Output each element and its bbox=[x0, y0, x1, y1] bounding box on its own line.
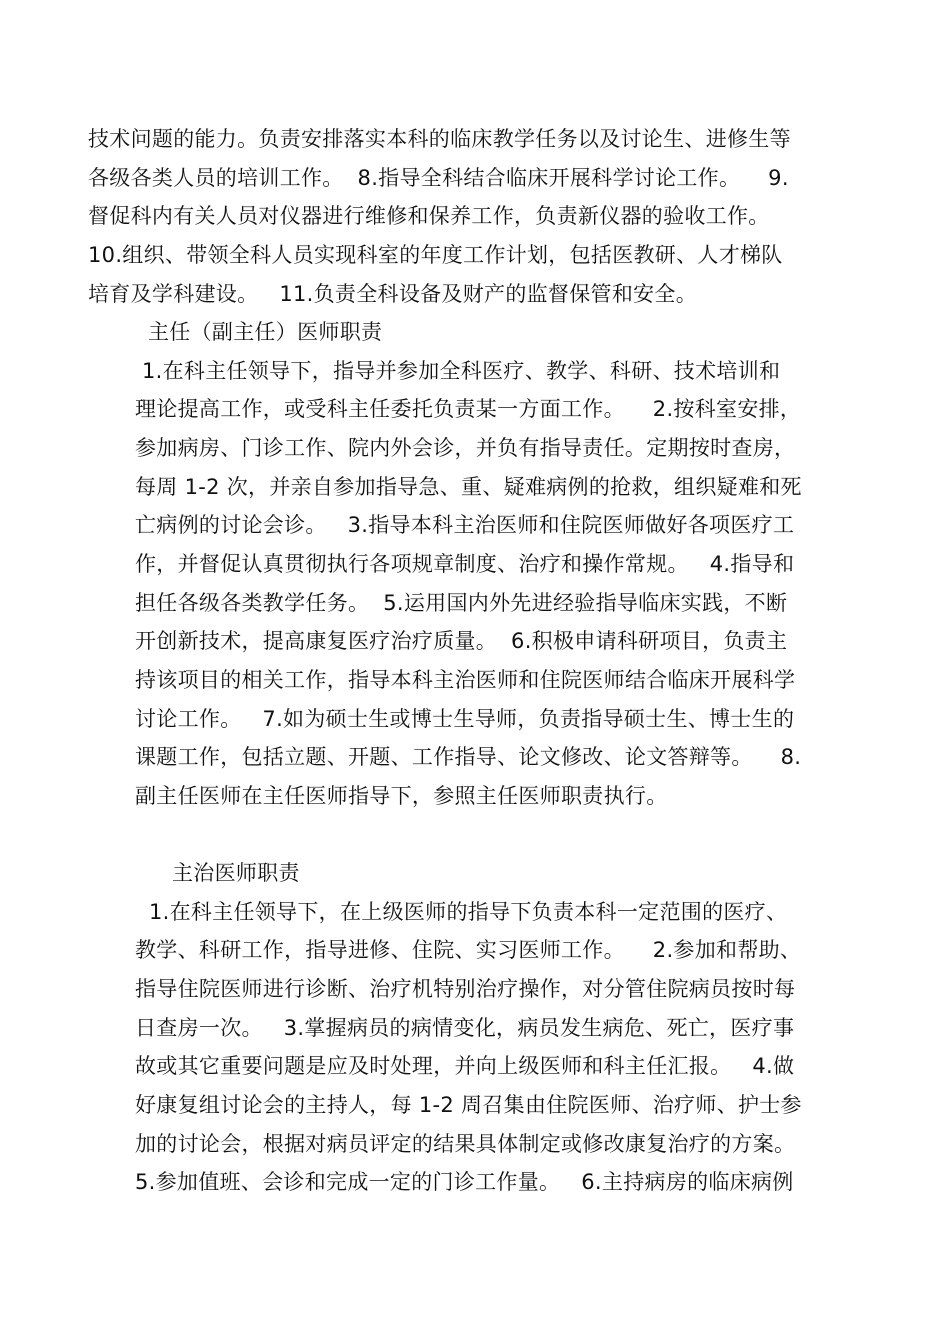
intro-line: 各级各类人员的培训工作。 8.指导全科结合临床开展科学讨论工作。 9. bbox=[88, 166, 789, 190]
director-line: 持该项目的相关工作，指导本科主治医师和住院医师结合临床开展科学 bbox=[135, 668, 796, 692]
attending-line: 5.参加值班、会诊和完成一定的门诊工作量。 6.主持病房的临床病例 bbox=[135, 1170, 794, 1194]
intro-line: 督促科内有关人员对仪器进行维修和保养工作，负责新仪器的验收工作。 bbox=[88, 204, 770, 228]
director-line: 作，并督促认真贯彻执行各项规章制度、治疗和操作常规。 4.指导和 bbox=[135, 552, 795, 576]
director-line: 参加病房、门诊工作、院内外会诊，并负有指导责任。定期按时查房， bbox=[135, 436, 796, 460]
attending-line: 教学、科研工作，指导进修、住院、实习医师工作。 2.参加和帮助、 bbox=[135, 938, 802, 962]
section-heading-director: 主任（副主任）医师职责 bbox=[148, 320, 383, 344]
director-line: 课题工作，包括立题、开题、工作指导、论文修改、论文答辩等。 8. bbox=[135, 745, 802, 769]
section-heading-attending: 主治医师职责 bbox=[172, 861, 300, 885]
attending-line: 加的讨论会，根据对病员评定的结果具体制定或修改康复治疗的方案。 bbox=[135, 1132, 796, 1156]
intro-line: 技术问题的能力。负责安排落实本科的临床教学任务以及讨论生、进修生等 bbox=[88, 127, 791, 151]
intro-line: 10.组织、带领全科人员实现科室的年度工作计划，包括医教研、人才梯队 bbox=[88, 243, 783, 267]
director-line: 亡病例的讨论会诊。 3.指导本科主治医师和住院医师做好各项医疗工 bbox=[135, 513, 795, 537]
attending-line: 日查房一次。 3.掌握病员的病情变化，病员发生病危、死亡，医疗事 bbox=[135, 1016, 795, 1040]
intro-line: 培育及学科建设。 11.负责全科设备及财产的监督保管和安全。 bbox=[88, 282, 698, 306]
director-line: 1.在科主任领导下，指导并参加全科医疗、教学、科研、技术培训和 bbox=[135, 359, 781, 383]
director-line: 担任各级各类教学任务。 5.运用国内外先进经验指导临床实践，不断 bbox=[135, 591, 788, 615]
attending-line: 好康复组讨论会的主持人，每 1-2 周召集由住院医师、治疗师、护士参 bbox=[135, 1093, 802, 1117]
attending-line: 1.在科主任领导下，在上级医师的指导下负责本科一定范围的医疗、 bbox=[135, 900, 788, 924]
director-line: 副主任医师在主任医师指导下，参照主任医师职责执行。 bbox=[135, 784, 668, 808]
attending-line: 故或其它重要问题是应及时处理，并向上级医师和科主任汇报。 4.做 bbox=[135, 1054, 795, 1078]
director-line: 讨论工作。 7.如为硕士生或博士生导师，负责指导硕士生、博士生的 bbox=[135, 707, 795, 731]
director-line: 开创新技术，提高康复医疗治疗质量。 6.积极申请科研项目，负责主 bbox=[135, 629, 788, 653]
attending-line: 指导住院医师进行诊断、治疗机特别治疗操作，对分管住院病员按时每 bbox=[135, 977, 796, 1001]
director-line: 理论提高工作，或受科主任委托负责某一方面工作。 2.按科室安排， bbox=[135, 397, 802, 421]
director-line: 每周 1-2 次，并亲自参加指导急、重、疑难病例的抢救，组织疑难和死 bbox=[135, 475, 802, 499]
